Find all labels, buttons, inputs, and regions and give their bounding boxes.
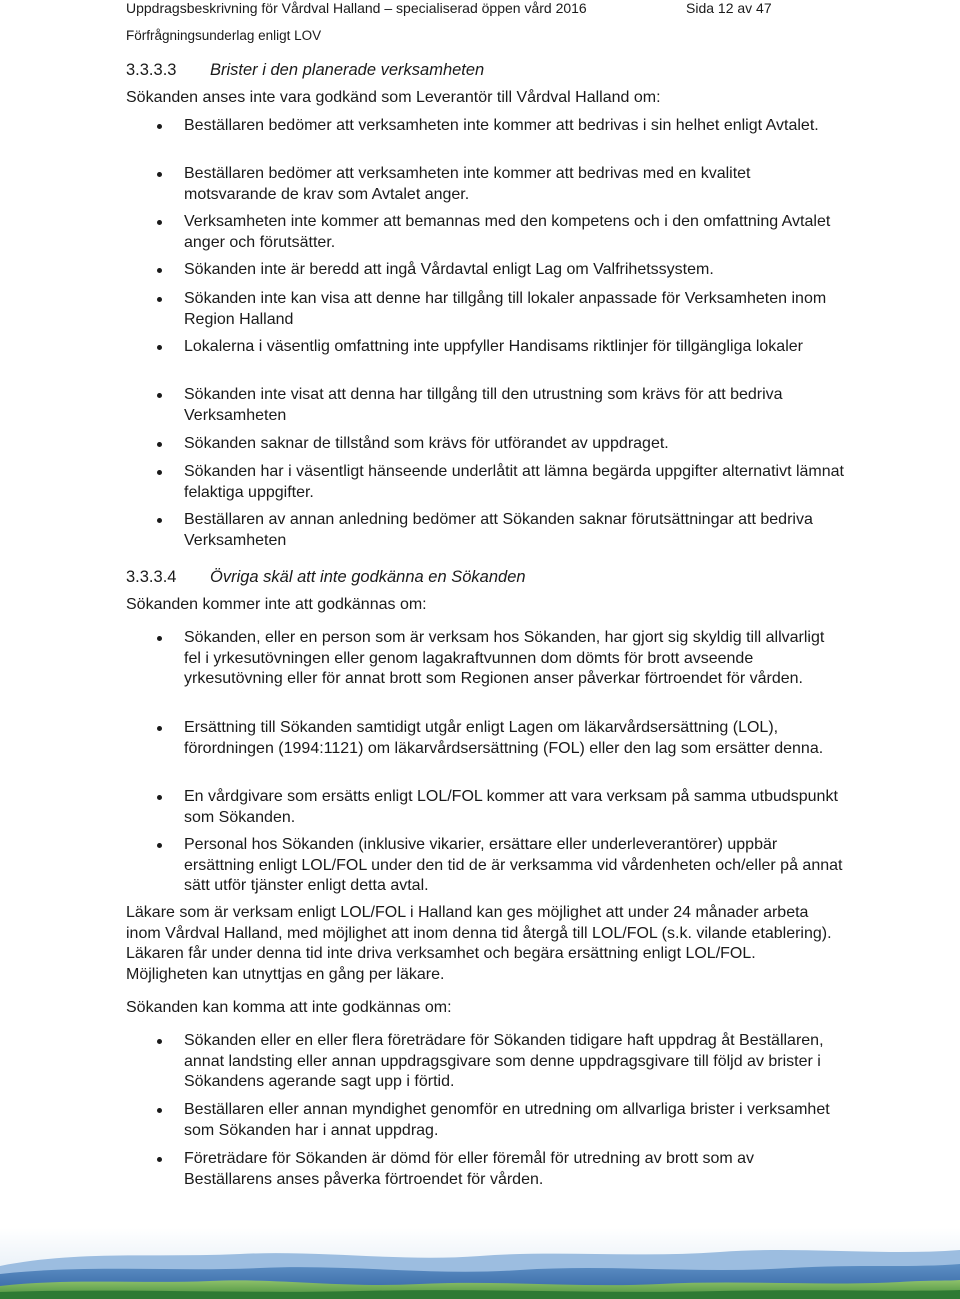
bullet-icon bbox=[157, 1039, 162, 1044]
bullet-icon bbox=[157, 726, 162, 731]
list-item bbox=[0, 718, 844, 759]
list-item bbox=[0, 835, 844, 897]
list-item bbox=[0, 212, 844, 253]
bullet-icon bbox=[157, 268, 162, 273]
list-item bbox=[0, 116, 844, 137]
page-number: Sida 12 av 47 bbox=[686, 0, 772, 16]
section-heading-3-3-3-3 bbox=[126, 61, 484, 80]
list-item-text: Sökanden inte kan visa att denne har tillgång till lokaler anpassade för Verksamheten inom Region Halland bbox=[184, 290, 827, 328]
bullet-icon bbox=[157, 470, 162, 475]
list-item bbox=[0, 385, 844, 426]
bullet-icon bbox=[157, 345, 162, 350]
section-intro-2: Sökanden kan komma att inte godkännas om: bbox=[126, 999, 452, 1016]
list-item-text: En vårdgivare som ersätts enligt LOL/FOL kommer att vara verksam på samma utbudspunkt som Sökanden. bbox=[184, 788, 838, 826]
page-header bbox=[126, 0, 772, 16]
list-item bbox=[0, 462, 844, 503]
list-item bbox=[0, 164, 844, 205]
bullet-icon bbox=[157, 220, 162, 225]
list-item bbox=[0, 787, 844, 828]
bullet-icon bbox=[157, 636, 162, 641]
bullet-icon bbox=[157, 297, 162, 302]
list-item bbox=[0, 1100, 844, 1141]
document-subtitle: Förfrågningsunderlag enligt LOV bbox=[126, 28, 322, 43]
list-item-text: Sökanden, eller en person som är verksam hos Sökanden, har gjort sig skyldig till allvarligt fel i yrkesutövningen eller genom lagakraftvunnen dom dömts för brott avseende yrkesutövning eller för annat brott som Regionen anser påverkar förtroendet för vården. bbox=[184, 629, 825, 687]
decorative-footer-landscape bbox=[0, 1228, 960, 1299]
list-item-text: Ersättning till Sökanden samtidigt utgår enligt Lagen om läkarvårdsersättning (LOL), förordningen (1994:1121) om läkarvårdsersättning (FOL) eller den lag som ersätter denna. bbox=[184, 719, 824, 757]
bullet-icon bbox=[157, 518, 162, 523]
bullet-icon bbox=[157, 393, 162, 398]
section-title: Brister i den planerade verksamheten bbox=[210, 61, 485, 79]
list-item-text: Sökanden saknar de tillstånd som krävs för utförandet av uppdraget. bbox=[184, 435, 669, 452]
body-paragraph: Läkare som är verksam enligt LOL/FOL i Halland kan ges möjlighet att under 24 månader arbeta inom Vårdval Halland, med möjlighet att inom denna tid återgå till LOL/FOL (s.k. vilande etablering). Läkaren får under denna tid inte driva verksamhet och begära ersättning enligt LOL/FOL. Möjligheten kan utnyttjas en gång per läkare. bbox=[126, 904, 832, 983]
list-item-text: Sökanden har i väsentligt hänseende underlåtit att lämna begärda uppgifter alternativt lämnat felaktiga uppgifter. bbox=[184, 463, 844, 501]
section-number: 3.3.3.4 bbox=[126, 568, 177, 586]
list-item bbox=[0, 628, 844, 690]
bullet-icon bbox=[157, 795, 162, 800]
list-item-text: Sökanden inte är beredd att ingå Vårdavtal enligt Lag om Valfrihetssystem. bbox=[184, 261, 714, 278]
bullet-icon bbox=[157, 172, 162, 177]
list-item-text: Beställaren av annan anledning bedömer att Sökanden saknar förutsättningar att bedriva Verksamheten bbox=[184, 511, 813, 549]
list-item-text: Lokalerna i väsentlig omfattning inte uppfyller Handisams riktlinjer för tillgängliga lokaler bbox=[184, 338, 803, 355]
bullet-icon bbox=[157, 1157, 162, 1162]
bullet-icon bbox=[157, 1108, 162, 1113]
list-item bbox=[0, 337, 844, 358]
list-item-text: Verksamheten inte kommer att bemannas med den kompetens och i den omfattning Avtalet anger och förutsätter. bbox=[184, 213, 831, 251]
list-item-text: Sökanden eller en eller flera företrädare för Sökanden tidigare haft uppdrag åt Beställaren, annat landsting eller annan uppdragsgivare som denne uppdragsgivare till följd av brister i Sökandens agerande sagt upp i förtid. bbox=[184, 1032, 824, 1090]
bullet-icon bbox=[157, 442, 162, 447]
section-intro: Sökanden anses inte vara godkänd som Leverantör till Vårdval Halland om: bbox=[126, 89, 661, 106]
section-number: 3.3.3.3 bbox=[126, 61, 177, 79]
list-item bbox=[0, 289, 844, 330]
list-item bbox=[0, 260, 844, 281]
list-item bbox=[0, 434, 844, 455]
section-intro: Sökanden kommer inte att godkännas om: bbox=[126, 596, 427, 613]
footer-grass-highlight bbox=[0, 1290, 960, 1299]
bullet-icon bbox=[157, 843, 162, 848]
section-heading-3-3-3-4 bbox=[126, 568, 526, 587]
list-item-text: Beställaren bedömer att verksamheten inte kommer att bedrivas i sin helhet enligt Avtalet. bbox=[184, 117, 819, 134]
list-item-text: Personal hos Sökanden (inklusive vikarier, ersättare eller underleverantörer) uppbär ersättning enligt LOL/FOL under den tid de är verksamma vid vårdenheten och/eller på annat sätt utför tjänster enligt detta avtal. bbox=[184, 836, 843, 894]
list-item-text: Företrädare för Sökanden är dömd för eller föremål för utredning av brott som av Beställarens anses påverka förtroendet för vården. bbox=[184, 1150, 755, 1188]
list-item bbox=[0, 1149, 844, 1190]
list-item bbox=[0, 510, 844, 551]
list-item bbox=[0, 1031, 844, 1093]
list-item-text: Beställaren bedömer att verksamheten inte kommer att bedrivas med en kvalitet motsvarande de krav som Avtalet anger. bbox=[184, 165, 751, 203]
document-title: Uppdragsbeskrivning för Vårdval Halland – specialiserad öppen vård 2016 bbox=[126, 0, 587, 16]
list-item-text: Beställaren eller annan myndighet genomför en utredning om allvarliga brister i verksamhet som Sökanden har i annat uppdrag. bbox=[184, 1101, 830, 1139]
section-title: Övriga skäl att inte godkänna en Sökanden bbox=[210, 568, 526, 586]
bullet-icon bbox=[157, 124, 162, 129]
list-item-text: Sökanden inte visat att denna har tillgång till den utrustning som krävs för att bedriva Verksamheten bbox=[184, 386, 783, 424]
